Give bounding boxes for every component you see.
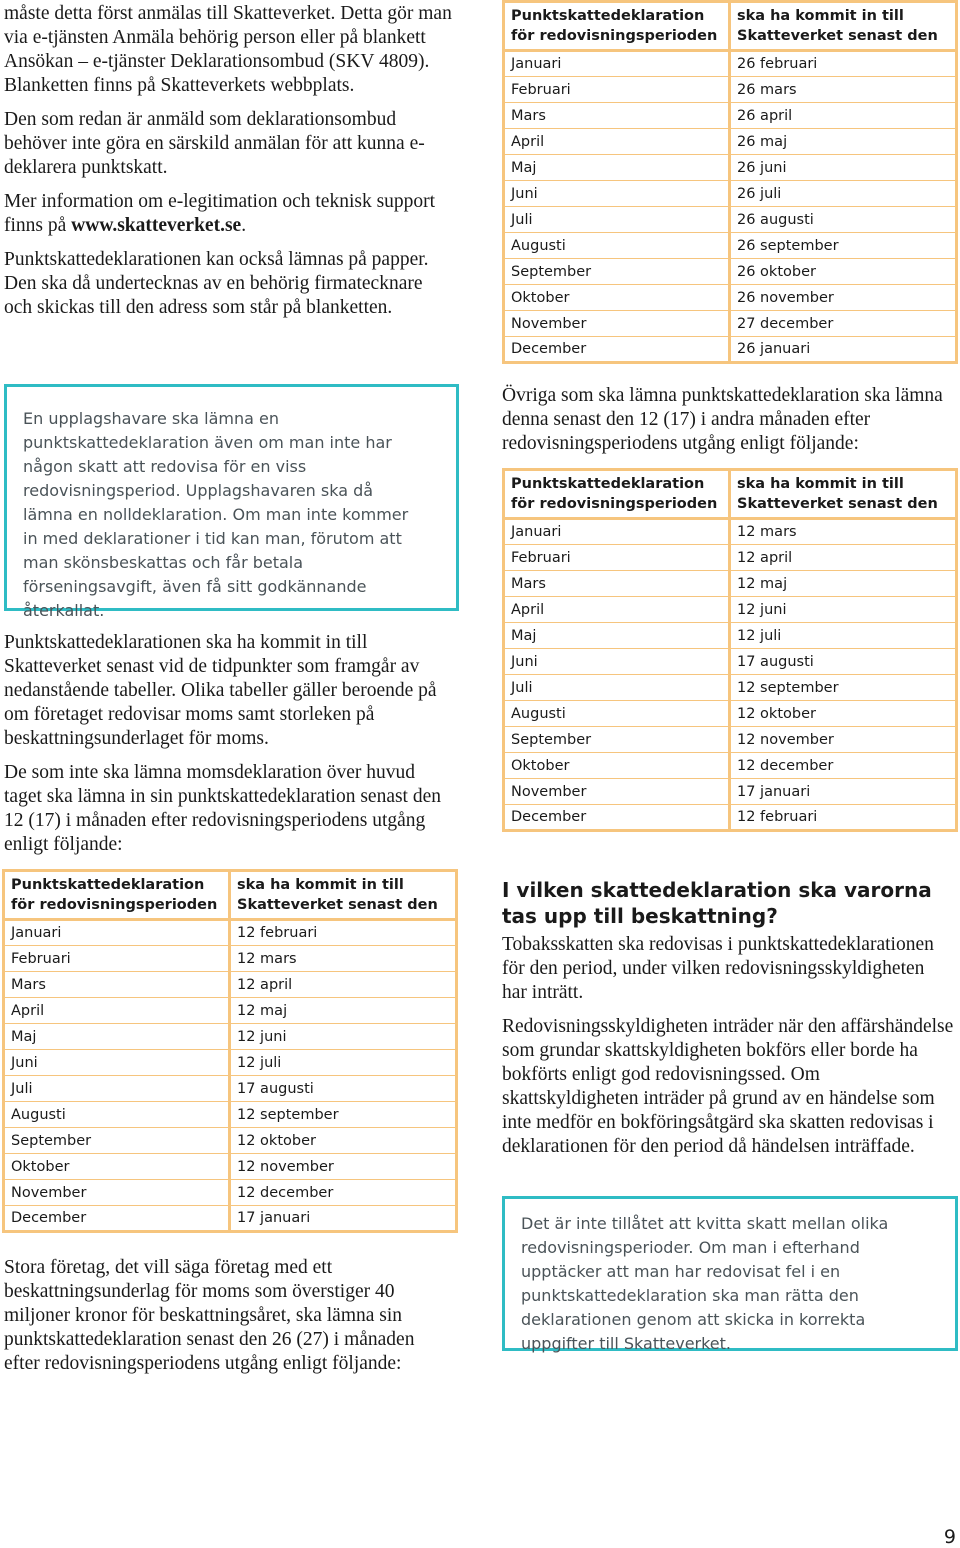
table-header-deadline: ska ha kommit in till Skatteverket senast den	[730, 470, 957, 519]
deadline-cell: 26 april	[730, 103, 957, 129]
period-cell: April	[504, 597, 730, 623]
period-cell: Maj	[504, 155, 730, 181]
deadline-cell: 12 december	[230, 1180, 457, 1206]
deadline-cell: 12 juni	[730, 597, 957, 623]
table-row	[504, 285, 957, 311]
page-number: 9	[943, 1526, 956, 1548]
table-row	[504, 77, 957, 103]
paragraph-more-info: Mer information om e-legitimation och teknisk support finns på www.skatteverket.se.	[4, 191, 436, 236]
period-cell: September	[504, 727, 730, 753]
period-cell: Juli	[4, 1076, 230, 1102]
table-row	[504, 779, 957, 805]
period-cell: Juni	[504, 181, 730, 207]
paragraph-paper-declaration: Punktskattedeklarationen kan också lämnas på papper. Den ska då undertecknas av en behörig firmatecknare och skickas till den adress som står på blanketten.	[4, 249, 429, 318]
period-cell: Januari	[4, 920, 230, 946]
period-cell: Juli	[504, 675, 730, 701]
table-row	[4, 1206, 457, 1232]
left-top-text	[4, 2, 452, 320]
period-cell: Juni	[4, 1050, 230, 1076]
paragraph-no-vat-filers: De som inte ska lämna momsdeklaration över huvud taget ska lämna in sin punktskattedeklaration senast den 12 (17) i månaden efter redovisningsperiodens utgång enligt följande:	[4, 762, 442, 855]
table-row	[504, 337, 957, 363]
table-row	[504, 571, 957, 597]
deadline-table-large-companies	[502, 0, 958, 364]
deadline-cell: 12 april	[230, 972, 457, 998]
deadline-cell: 17 januari	[237, 1210, 311, 1226]
deadline-cell: 12 december	[730, 753, 957, 779]
deadline-cell: 12 september	[730, 675, 957, 701]
table-row	[4, 920, 457, 946]
paragraph-existing-ombud: Den som redan är anmäld som deklarationsombud behöver inte göra en särskild anmälan för att kunna e-deklarera punktskatt.	[4, 109, 425, 178]
table-header-deadline: ska ha kommit in till Skatteverket senast den	[230, 871, 457, 920]
period-cell: November	[504, 779, 730, 805]
period-cell: September	[504, 259, 730, 285]
table-row	[504, 649, 957, 675]
table-row	[4, 1102, 457, 1128]
left-bottom-text	[4, 1256, 452, 1376]
table-row	[504, 727, 957, 753]
deadline-cell: 12 februari	[737, 809, 818, 825]
table-row	[504, 675, 957, 701]
table-row	[504, 233, 957, 259]
table-row	[4, 1180, 457, 1206]
deadline-cell: 26 februari	[730, 51, 957, 77]
deadline-table-no-vat	[2, 869, 458, 1233]
table-header-deadline: ska ha kommit in till Skatteverket senast den	[730, 2, 957, 51]
table-row	[504, 181, 957, 207]
table-row	[4, 1050, 457, 1076]
paragraph-ombud-registration: måste detta först anmälas till Skatteverket. Detta gör man via e-tjänsten Anmäla behörig person eller på blankett Ansökan – e-tjänster Deklarationsombud (SKV 4809). Blanketten finns på Skatteverkets webbplats.	[4, 3, 452, 96]
deadline-cell: 26 juli	[730, 181, 957, 207]
deadline-cell: 26 september	[730, 233, 957, 259]
deadline-cell: 12 november	[730, 727, 957, 753]
deadline-cell: 12 maj	[730, 571, 957, 597]
table-row	[4, 1128, 457, 1154]
period-cell: Maj	[504, 623, 730, 649]
table-row	[504, 155, 957, 181]
right-bottom-text	[502, 933, 954, 1159]
table-row	[504, 259, 957, 285]
period-cell: Januari	[504, 51, 730, 77]
right-mid-text	[502, 384, 958, 456]
deadline-cell: 12 april	[730, 545, 957, 571]
deadline-cell: 17 augusti	[730, 649, 957, 675]
table-row	[504, 753, 957, 779]
deadline-cell: 12 juli	[230, 1050, 457, 1076]
deadline-cell: 26 oktober	[730, 259, 957, 285]
deadline-table-others	[502, 468, 958, 832]
period-cell: April	[504, 129, 730, 155]
deadline-cell: 12 september	[230, 1102, 457, 1128]
deadline-cell: 12 oktober	[730, 701, 957, 727]
table-row	[4, 946, 457, 972]
period-cell: Februari	[504, 77, 730, 103]
deadline-cell: 26 juni	[730, 155, 957, 181]
table-row	[504, 51, 957, 77]
section-heading: I vilken skattedeklaration ska varorna tas upp till beskattning?	[502, 878, 932, 928]
table-row	[504, 805, 957, 831]
deadline-cell: 17 augusti	[230, 1076, 457, 1102]
period-cell: Juni	[504, 649, 730, 675]
table-header-period: Punktskattedeklaration för redovisningsperioden	[504, 470, 730, 519]
info-box-upplagshavare: En upplagshavare ska lämna en punktskattedeklaration även om man inte har någon skatt att redovisa för en viss redovisningsperiod. Upplagshavaren ska då lämna en nolldeklaration. Om man inte kommer in med deklarationer i tid kan man, förutom att man skönsbeskattas och får betala förseningsavgift, även få sitt godkännande återkallat.	[4, 384, 459, 611]
table-row	[504, 207, 957, 233]
paragraph-large-companies: Stora företag, det vill säga företag med ett beskattningsunderlag för moms som överstiger 40 miljoner kronor för beskattningsåret, ska lämna sin punktskattedeklaration senast den 26 (27) i månaden efter redovisningsperiodens utgång enligt följande:	[4, 1257, 415, 1374]
deadline-cell: 27 december	[730, 311, 957, 337]
period-cell: Oktober	[4, 1154, 230, 1180]
deadline-cell: 26 januari	[737, 341, 811, 357]
period-cell: Mars	[504, 103, 730, 129]
period-cell: December	[504, 805, 730, 831]
deadline-cell: 12 februari	[230, 920, 457, 946]
deadline-cell: 26 maj	[730, 129, 957, 155]
period-cell: September	[4, 1128, 230, 1154]
table-row	[504, 129, 957, 155]
period-cell: Augusti	[4, 1102, 230, 1128]
table-row	[4, 1154, 457, 1180]
table-row	[504, 545, 957, 571]
table-row	[4, 1024, 457, 1050]
deadline-cell: 12 oktober	[230, 1128, 457, 1154]
paragraph-deadline-intro: Punktskattedeklarationen ska ha kommit in till Skatteverket senast vid de tidpunkter som framgår av nedanstående tabeller. Olika tabeller gäller beroende på om företaget redovisar moms samt storleken på beskattningsunderlaget för moms.	[4, 632, 437, 749]
paragraph-tobacco-tax: Tobaksskatten ska redovisas i punktskattedeklarationen för den period, under vilken redovisningsskyldigheten har inträtt.	[502, 934, 934, 1003]
deadline-cell: 12 juli	[730, 623, 957, 649]
period-cell: April	[4, 998, 230, 1024]
info-box-offset-tax: Det är inte tillåtet att kvitta skatt mellan olika redovisningsperioder. Om man i efterhand upptäcker att man har redovisat fel i en punktskattedeklaration ska man rätta den deklarationen genom att skicka in korrekta uppgifter till Skatteverket.	[502, 1196, 958, 1351]
table-row	[504, 311, 957, 337]
table-row	[504, 103, 957, 129]
skatteverket-link[interactable]: www.skatteverket.se	[71, 215, 242, 236]
period-cell: Augusti	[504, 233, 730, 259]
left-mid-text	[4, 631, 452, 857]
deadline-cell: 26 augusti	[730, 207, 957, 233]
period-cell: Februari	[4, 946, 230, 972]
deadline-cell: 12 mars	[730, 519, 957, 545]
table-header-period: Punktskattedeklaration för redovisningsperioden	[4, 871, 230, 920]
table-row	[504, 623, 957, 649]
deadline-cell: 12 juni	[230, 1024, 457, 1050]
period-cell: Oktober	[504, 753, 730, 779]
deadline-cell: 12 mars	[230, 946, 457, 972]
period-cell: Maj	[4, 1024, 230, 1050]
deadline-cell: 17 januari	[730, 779, 957, 805]
deadline-cell: 26 mars	[730, 77, 957, 103]
period-cell: December	[504, 337, 730, 363]
table-row	[4, 1076, 457, 1102]
period-cell: Januari	[504, 519, 730, 545]
deadline-cell: 26 november	[730, 285, 957, 311]
period-cell: November	[504, 311, 730, 337]
deadline-cell: 12 november	[230, 1154, 457, 1180]
period-cell: Oktober	[504, 285, 730, 311]
table-row	[504, 519, 957, 545]
paragraph-reporting-obligation: Redovisningsskyldigheten inträder när den affärshändelse som grundar skattskyldigheten bokförs eller borde ha bokförts enligt god redovisningssed. Om skattskyldigheten inträder på grund av en händelse som inte medför en bokföringsåtgärd ska skatten redovisas i deklarationen för den period då händelsen inträffade.	[502, 1016, 954, 1157]
period-cell: November	[4, 1180, 230, 1206]
period-cell: Juli	[504, 207, 730, 233]
period-cell: Mars	[4, 972, 230, 998]
period-cell: Mars	[504, 571, 730, 597]
table-row	[504, 701, 957, 727]
table-row	[4, 972, 457, 998]
table-row	[504, 597, 957, 623]
table-row	[4, 998, 457, 1024]
period-cell: December	[4, 1206, 230, 1232]
period-cell: Augusti	[504, 701, 730, 727]
period-cell: Februari	[504, 545, 730, 571]
table-header-period: Punktskattedeklaration för redovisningsperioden	[504, 2, 730, 51]
paragraph-other-filers: Övriga som ska lämna punktskattedeklaration ska lämna denna senast den 12 (17) i andra månaden efter redovisningsperiodens utgång enligt följande:	[502, 385, 943, 454]
deadline-cell: 12 maj	[230, 998, 457, 1024]
